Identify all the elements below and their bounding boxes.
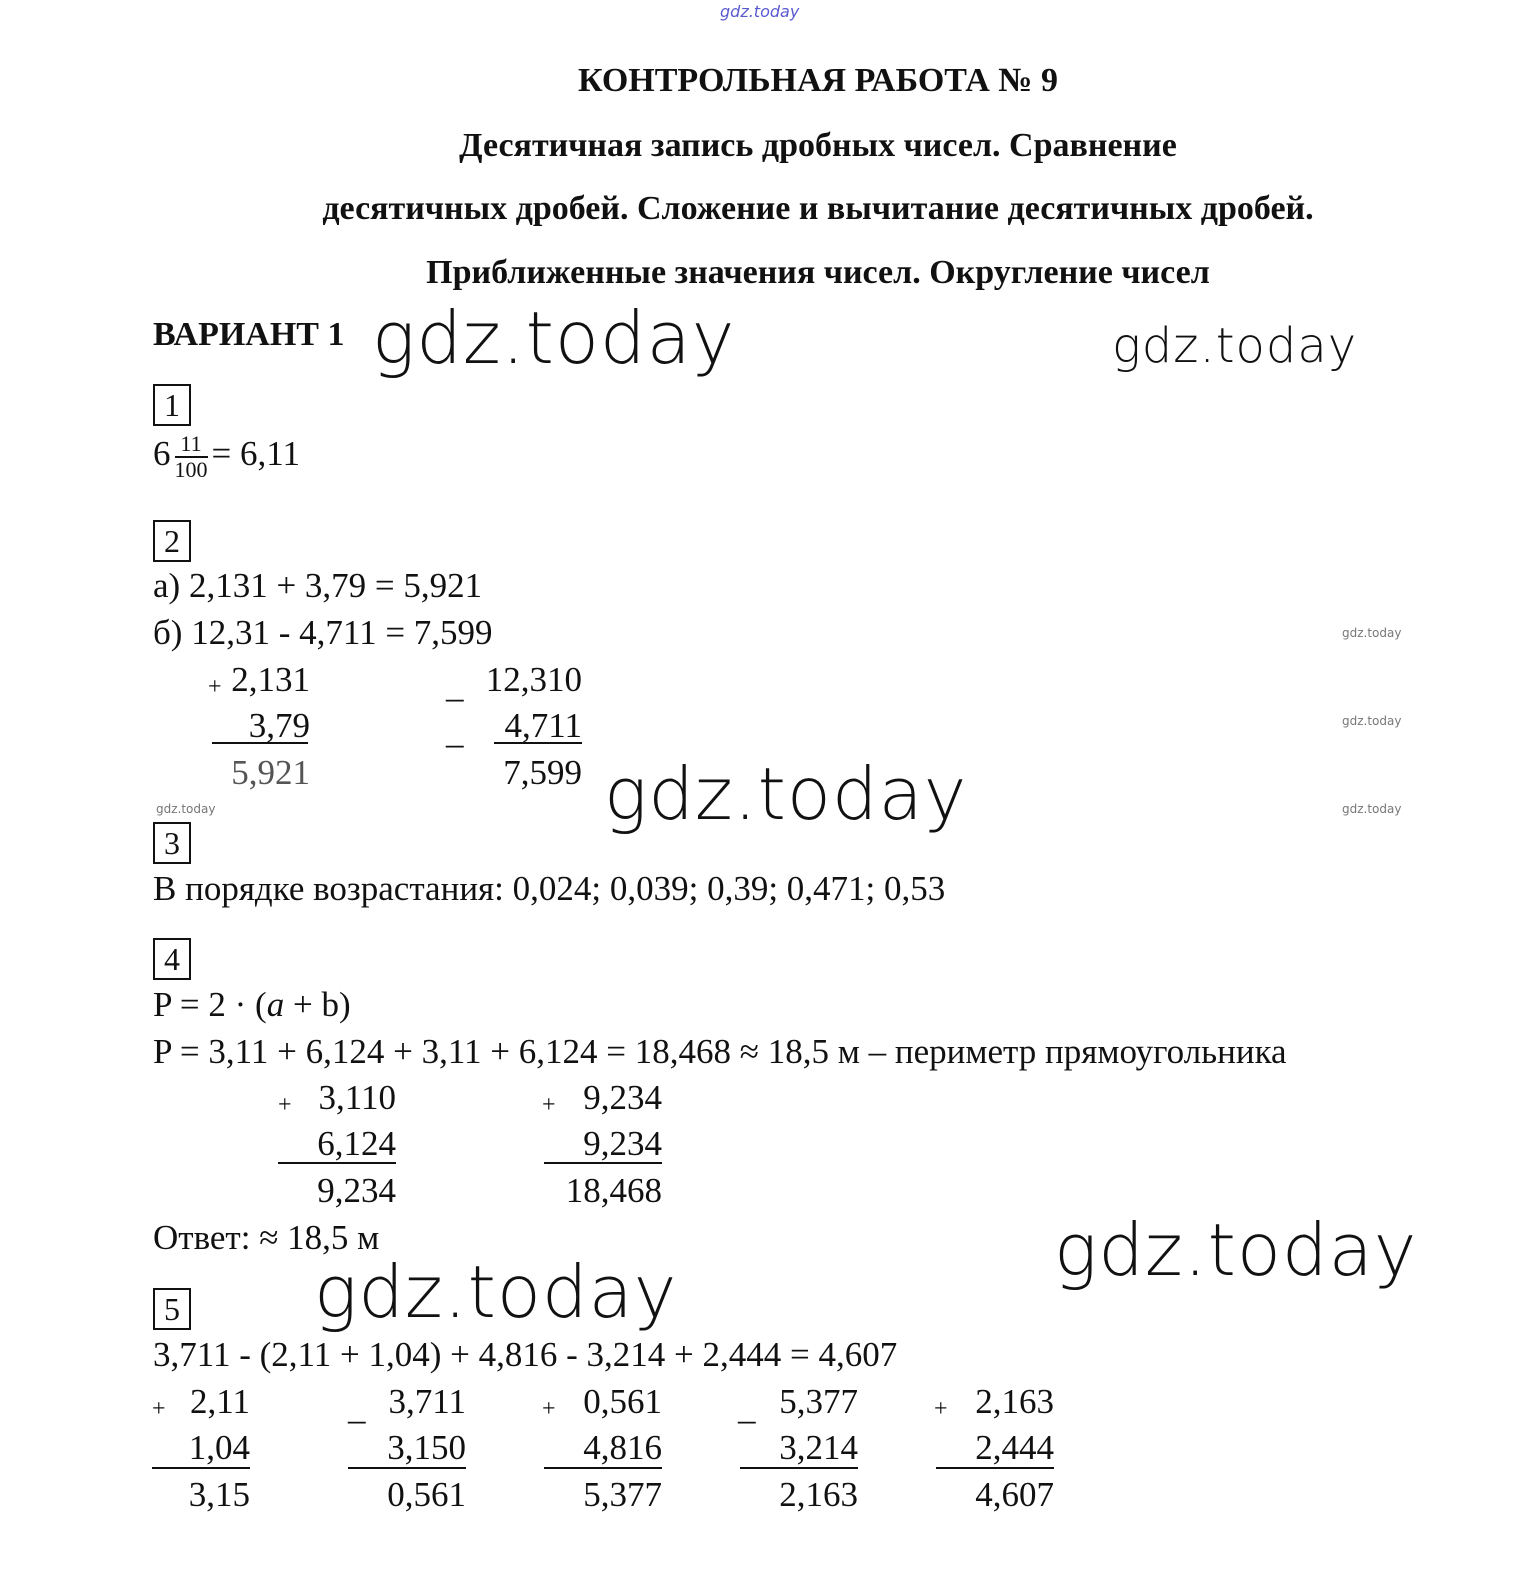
watermark-large-4: gdz.today <box>1054 1208 1418 1292</box>
watermark-large-2: gdz.today <box>1112 318 1358 374</box>
plus-sign: + <box>934 1396 948 1422</box>
task-5-number-box: 5 <box>153 1288 191 1330</box>
column-top: 2,131 <box>231 660 310 699</box>
task-1-result: = 6,11 <box>211 434 300 474</box>
column-result: 7,599 <box>503 753 582 792</box>
column-middle: 3,214 <box>779 1428 858 1467</box>
watermark-small-2: gdz.today <box>1342 714 1402 728</box>
task-1-number-box: 1 <box>153 384 191 426</box>
watermark-large-1: gdz.today <box>372 296 736 380</box>
underline <box>494 742 582 744</box>
task-4-column-2 <box>542 1078 662 1218</box>
task-4-answer: Ответ: ≈ 18,5 м <box>153 1218 380 1257</box>
task-2-line-a: а) 2,131 + 3,79 = 5,921 <box>153 566 483 605</box>
column-middle: 1,04 <box>188 1428 250 1467</box>
page-subtitle-line-2: Десятичная запись дробных чисел. Сравнение <box>459 127 1177 164</box>
plus-sign: + <box>542 1092 556 1118</box>
underline <box>348 1467 466 1469</box>
column-top: 12,310 <box>485 660 582 699</box>
plus-sign: + <box>208 674 222 700</box>
minus-sign: _ <box>446 666 464 705</box>
task-5-column-1 <box>152 1382 250 1522</box>
task-5-column-4 <box>738 1382 858 1522</box>
column-result: 4,607 <box>975 1475 1054 1514</box>
column-middle: 9,234 <box>583 1124 662 1163</box>
task-2-line-b: б) 12,31 - 4,711 = 7,599 <box>153 613 493 652</box>
task-1-fraction <box>175 432 208 482</box>
watermark-small-1: gdz.today <box>1342 626 1402 640</box>
column-top: 5,377 <box>779 1382 858 1421</box>
underline <box>278 1162 396 1164</box>
column-result: 0,561 <box>387 1475 466 1514</box>
column-result: 18,468 <box>565 1171 662 1210</box>
task-5-column-3 <box>542 1382 662 1522</box>
task-3-number-box: 3 <box>153 822 191 864</box>
task-2-column-subtraction <box>446 660 582 800</box>
minus-sign: _ <box>738 1388 756 1427</box>
plus-sign: + <box>542 1396 556 1422</box>
task-5-column-5 <box>934 1382 1054 1522</box>
column-middle: 6,124 <box>317 1124 396 1163</box>
watermark-large-5: gdz.today <box>314 1250 678 1334</box>
formula-end: + b) <box>284 985 351 1024</box>
plus-sign: + <box>278 1092 292 1118</box>
column-result: 3,15 <box>188 1475 250 1514</box>
task-1-numerator: 11 <box>175 432 208 458</box>
column-result: 5,377 <box>583 1475 662 1514</box>
column-top: 2,163 <box>975 1382 1054 1421</box>
column-middle: 3,79 <box>248 706 310 745</box>
task-2-number-box: 2 <box>153 520 191 562</box>
formula-start: P = 2 · ( <box>153 985 267 1024</box>
task-5-expression: 3,711 - (2,11 + 1,04) + 4,816 - 3,214 + 2,444 = 4,607 <box>153 1335 898 1374</box>
task-1-answer <box>153 432 300 482</box>
column-middle: 2,444 <box>975 1428 1054 1467</box>
underline <box>936 1467 1054 1469</box>
minus-sign: _ <box>348 1388 366 1427</box>
page-subtitle-line-4: Приближенные значения чисел. Округление чисел <box>426 254 1210 291</box>
underline <box>212 742 308 744</box>
column-top: 0,561 <box>583 1382 662 1421</box>
header-watermark: gdz.today <box>720 2 800 21</box>
underline <box>740 1467 858 1469</box>
column-top: 9,234 <box>583 1078 662 1117</box>
formula-variable-a: a <box>266 985 285 1024</box>
variant-heading: ВАРИАНТ 1 <box>153 316 345 353</box>
column-middle: 3,150 <box>387 1428 466 1467</box>
column-top: 2,11 <box>190 1382 250 1421</box>
task-4-column-1 <box>278 1078 396 1218</box>
page-subtitle-line-3: десятичных дробей. Сложение и вычитание десятичных дробей. <box>322 190 1314 227</box>
underline <box>152 1467 250 1469</box>
task-2-column-addition <box>208 660 310 800</box>
column-top: 3,711 <box>388 1382 466 1421</box>
task-4-calculation: P = 3,11 + 6,124 + 3,11 + 6,124 = 18,468 ≈ 18,5 м – периметр прямоугольника <box>153 1032 1287 1071</box>
page-title: КОНТРОЛЬНАЯ РАБОТА № 9 <box>578 62 1058 99</box>
underline <box>544 1467 662 1469</box>
task-1-whole: 6 <box>153 434 171 474</box>
column-result: 9,234 <box>317 1171 396 1210</box>
task-1-denominator: 100 <box>174 457 208 482</box>
task-5-column-2 <box>348 1382 466 1522</box>
underline <box>544 1162 662 1164</box>
plus-sign: + <box>152 1396 166 1422</box>
watermark-small-4: gdz.today <box>156 802 216 816</box>
watermark-small-3: gdz.today <box>1342 802 1402 816</box>
column-result: 2,163 <box>779 1475 858 1514</box>
watermark-large-3: gdz.today <box>604 752 968 836</box>
column-result: 5,921 <box>231 753 310 792</box>
minus-sign-2: _ <box>446 712 464 751</box>
column-middle: 4,816 <box>583 1428 662 1467</box>
column-middle: 4,711 <box>504 706 582 745</box>
task-4-number-box: 4 <box>153 938 191 980</box>
task-4-formula <box>153 985 351 1025</box>
task-3-answer: В порядке возрастания: 0,024; 0,039; 0,39; 0,471; 0,53 <box>153 869 946 908</box>
column-top: 3,110 <box>318 1078 396 1117</box>
